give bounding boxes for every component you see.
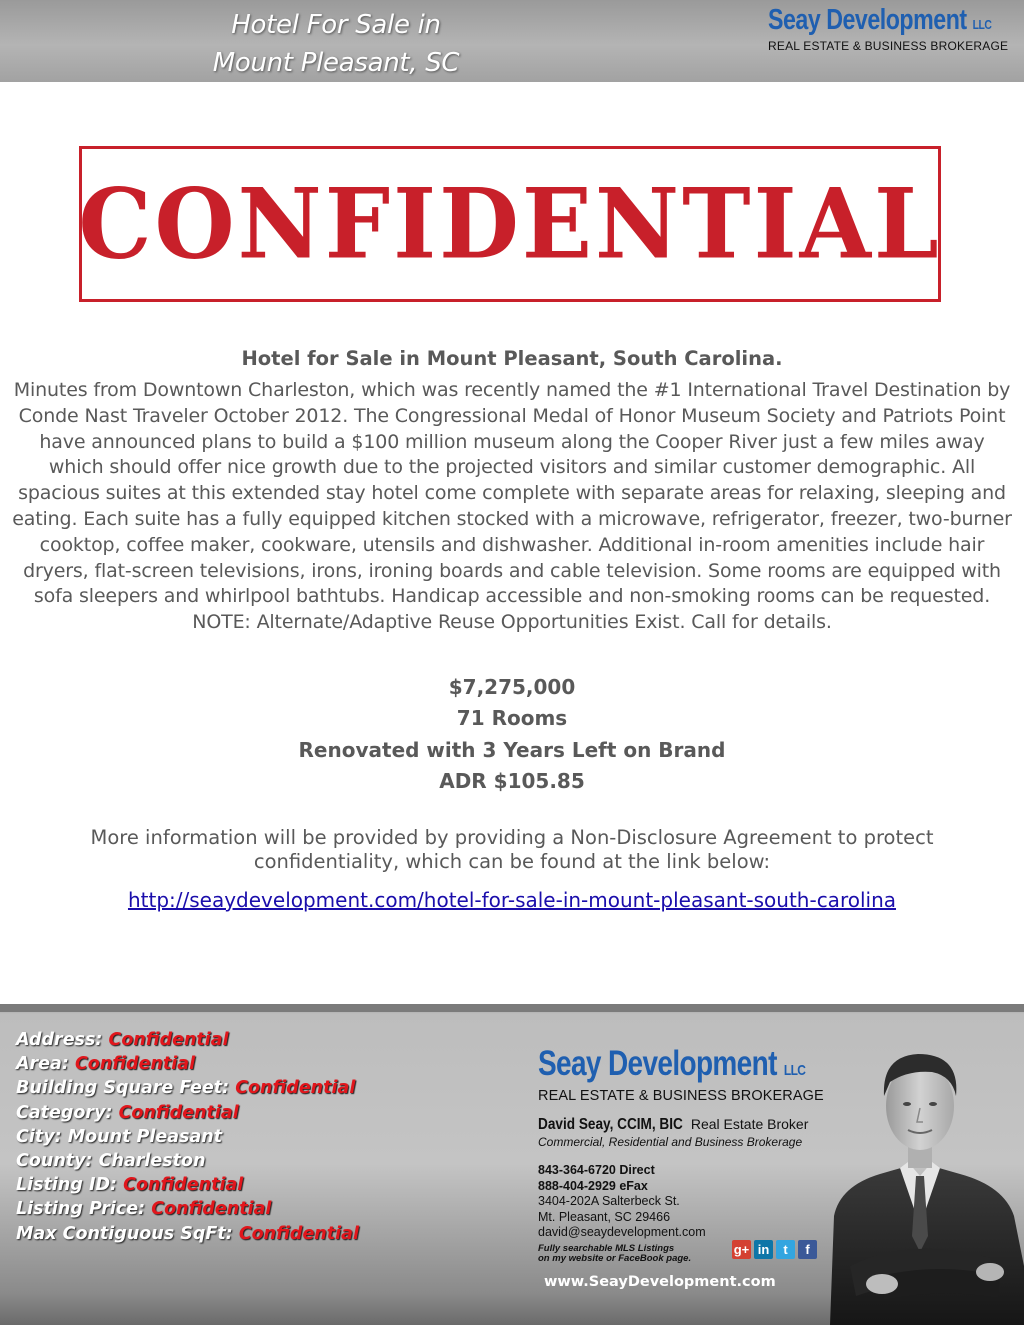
- detail-row: Listing Price: Confidential: [16, 1199, 272, 1220]
- mls-note: Fully searchable MLS Listings on my website or FaceBook page.: [538, 1242, 692, 1264]
- footer: [0, 1004, 1024, 1325]
- broker-name: David Seay, CCIM, BIC: [538, 1116, 683, 1133]
- broker-card: [538, 1046, 868, 1264]
- google-plus-icon[interactable]: g+: [733, 1242, 750, 1257]
- card-brand-llc: LLC: [783, 1062, 806, 1079]
- broker-address-line2: Mt. Pleasant, SC 29466: [538, 1209, 671, 1224]
- brand-llc: LLC: [972, 17, 992, 32]
- listing-rooms: 71 Rooms: [456, 706, 568, 731]
- broker-role: Real Estate Broker: [690, 1116, 809, 1132]
- page-title-line1: Hotel For Sale in: [231, 10, 441, 40]
- detail-row: Category: Confidential: [16, 1102, 239, 1123]
- brand-name: Seay Development: [768, 4, 967, 36]
- detail-row: Listing ID: Confidential: [16, 1175, 244, 1196]
- detail-row: County: Charleston: [16, 1151, 206, 1172]
- card-brand-subtitle: REAL ESTATE & BUSINESS BROKERAGE: [538, 1088, 824, 1104]
- listing-description: Minutes from Downtown Charleston, which was recently named the #1 International Travel Destination by Conde Nast Traveler October 2012. The Congressional Medal of Honor Museum Society and Patriots Point have announced plans to build a $100 million museum along the Cooper River just a few miles away which should offer nice growth due to the projected visitors and similar customer demographic. All spacious suites at this extended stay hotel come complete with separate areas for relaxing, sleeping and eating. Each suite has a fully equipped kitchen stocked with a microwave, refrigerator, freezer, two-burner cooktop, coffee maker, cookware, utensils and dishwasher. Additional in-room amenities include hair dryers, flat-screen televisions, irons, ironing boards and cable television. Some rooms are equipped with sofa sleepers and whirlpool bathtubs. Handicap accessible and non-smoking rooms can be requested. NOTE: Alternate/Adaptive Reuse Opportunities Exist. Call for details.: [12, 379, 1012, 634]
- confidential-stamp: [79, 146, 941, 302]
- broker-tagline: Commercial, Residential and Business Brokerage: [538, 1135, 803, 1149]
- broker-efax: 888-404-2929 eFax: [538, 1178, 648, 1193]
- broker-phone: 843-364-6720 Direct: [538, 1163, 655, 1177]
- listing-title: Hotel for Sale in Mount Pleasant, South Carolina.: [241, 347, 783, 370]
- linkedin-icon[interactable]: in: [754, 1240, 773, 1259]
- brand-subtitle: REAL ESTATE & BUSINESS BROKERAGE: [768, 39, 1009, 53]
- detail-row: City: Mount Pleasant: [16, 1126, 223, 1147]
- broker-contact: [538, 1163, 868, 1241]
- brand-logo: [768, 4, 1018, 53]
- broker-website: www.SeayDevelopment.com: [544, 1274, 776, 1290]
- social-icons: [732, 1240, 817, 1259]
- twitter-icon[interactable]: t: [776, 1240, 795, 1259]
- listing-body: [10, 344, 1014, 915]
- page-title-line2: Mount Pleasant, SC: [212, 48, 460, 78]
- listing-renovation: Renovated with 3 Years Left on Brand: [298, 737, 726, 762]
- detail-row: Area: Confidential: [16, 1054, 196, 1075]
- broker-address-line1: 3404-202A Salterbeck St.: [538, 1194, 680, 1208]
- card-brand-name: Seay Development: [538, 1044, 777, 1083]
- footer-divider: [0, 1004, 1024, 1012]
- nda-text: More information will be provided by providing a Non-Disclosure Agreement to protect confidentiality, which can be found at the link below:: [90, 825, 934, 874]
- listing-facts: [10, 672, 1014, 798]
- property-details: [16, 1028, 456, 1246]
- detail-row: Building Square Feet: Confidential: [16, 1078, 356, 1099]
- nda-link[interactable]: http://seaydevelopment.com/hotel-for-sale-in-mount-pleasant-south-carolina: [127, 887, 897, 912]
- detail-row: Max Contiguous SqFt: Confidential: [16, 1223, 359, 1244]
- listing-adr: ADR $105.85: [439, 769, 585, 794]
- header-bar: [0, 0, 1024, 82]
- detail-row: Address: Confidential: [16, 1030, 229, 1050]
- page-title: [150, 6, 522, 82]
- broker-email: david@seaydevelopment.com: [538, 1225, 706, 1239]
- confidential-stamp-text: CONFIDENTIAL: [78, 167, 942, 281]
- listing-price: $7,275,000: [448, 674, 576, 699]
- facebook-icon[interactable]: f: [798, 1240, 817, 1259]
